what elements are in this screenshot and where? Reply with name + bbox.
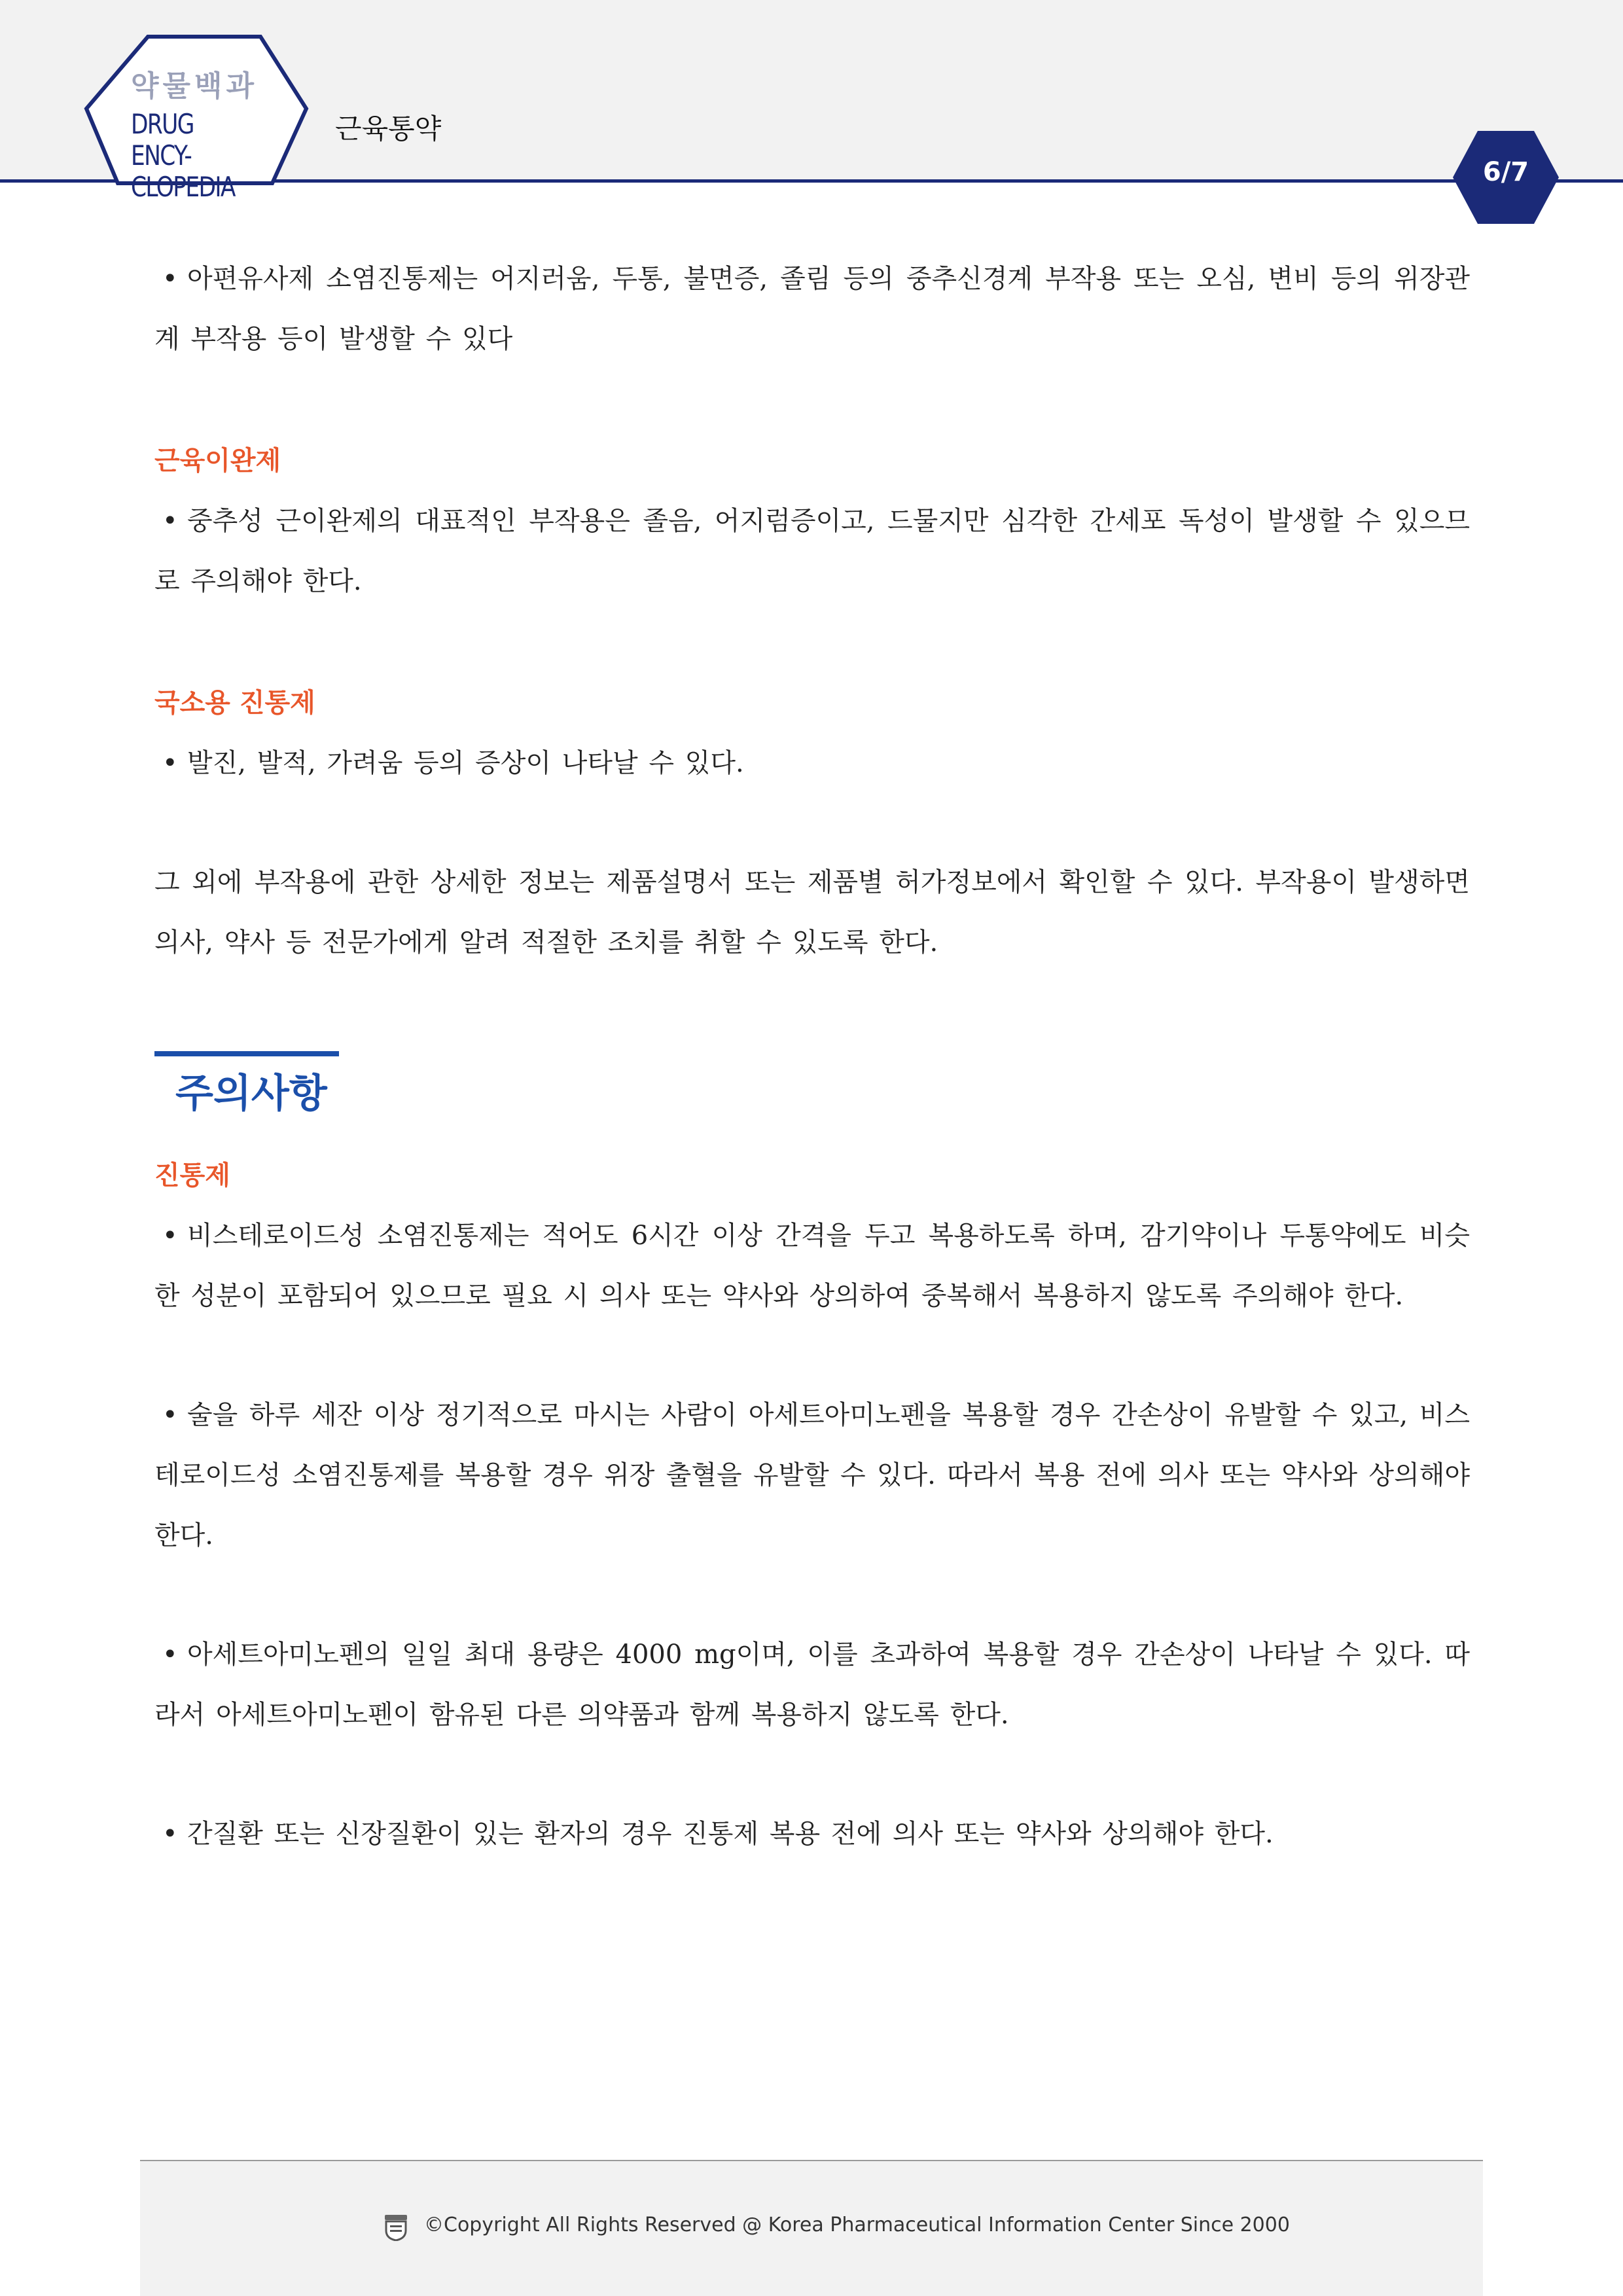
bullet-icon: • <box>162 1819 178 1849</box>
precaution-text: 술을 하루 세잔 이상 정기적으로 마시는 사람이 아세트아미노펜을 복용할 경우 간손상이 유발할 수 있고, 비스테로이드성 소염진통제를 복용할 경우 위장 출혈을 유발할 수 있다. 따라서 복용 전에 의사 또는 약사와 상의해야 한다. <box>154 1400 1470 1551</box>
intro-text: 아편유사제 소염진통제는 어지러움, 두통, 불면증, 졸림 등의 중추신경계 부작용 또는 오심, 변비 등의 위장관계 부작용 등이 발생할 수 있다 <box>154 264 1470 354</box>
bullet-icon: • <box>162 264 178 294</box>
precaution-text: 간질환 또는 신장질환이 있는 환자의 경우 진통제 복용 전에 의사 또는 약사와 상의해야 한다. <box>187 1819 1274 1849</box>
topical-paragraph <box>154 733 1470 793</box>
logo-english-line2: CLOPEDIA <box>131 171 235 203</box>
precaution-text: 아세트아미노펜의 일일 최대 용량은 4000 mg이며, 이를 초과하여 복용할 경우 간손상이 나타날 수 있다. 따라서 아세트아미노펜이 함유된 다른 의약품과 함께 복용하지 않도록 한다. <box>154 1640 1470 1730</box>
page-title: 근육통약 <box>335 113 442 145</box>
crest-icon <box>383 2214 408 2241</box>
precaution-item <box>154 1804 1470 1864</box>
topical-heading: 국소용 진통제 <box>154 688 315 718</box>
muscle-relaxant-paragraph <box>154 491 1470 611</box>
logo <box>131 69 288 203</box>
bullet-icon: • <box>162 1400 178 1430</box>
section-title: 주의사항 <box>175 1071 327 1117</box>
bullet-icon: • <box>162 1221 178 1251</box>
precaution-item <box>154 1385 1470 1566</box>
muscle-relaxant-heading: 근육이완제 <box>154 446 281 476</box>
copyright-text: ©Copyright All Rights Reserved @ Korea Pharmaceutical Information Center Since 2000 <box>424 2214 1290 2236</box>
precaution-text: 비스테로이드성 소염진통제는 적어도 6시간 이상 간격을 두고 복용하도록 하며, 감기약이나 두통약에도 비슷한 성분이 포함되어 있으므로 필요 시 의사 또는 약사와 상의하여 중복해서 복용하지 않도록 주의해야 한다. <box>154 1221 1470 1311</box>
intro-paragraph <box>154 249 1470 369</box>
muscle-relaxant-text: 중추성 근이완제의 대표적인 부작용은 졸음, 어지럼증이고, 드물지만 심각한 간세포 독성이 발생할 수 있으므로 주의해야 한다. <box>154 506 1470 596</box>
bullet-icon: • <box>162 1640 178 1670</box>
document-body <box>154 249 1470 1864</box>
painkiller-heading: 진통제 <box>154 1160 230 1191</box>
bullet-icon: • <box>162 506 178 536</box>
bullet-icon: • <box>162 748 178 778</box>
precaution-item <box>154 1624 1470 1745</box>
page-indicator: 6/7 <box>1482 157 1529 187</box>
precaution-item <box>154 1206 1470 1326</box>
section-rule <box>154 1051 339 1056</box>
logo-korean: 약물백과 <box>131 69 259 103</box>
other-info-paragraph: 그 외에 부작용에 관한 상세한 정보는 제품설명서 또는 제품별 허가정보에서 확인할 수 있다. 부작용이 발생하면 의사, 약사 등 전문가에게 알려 적절한 조치를 취할 수 있도록 한다. <box>154 867 1470 958</box>
topical-text: 발진, 발적, 가려움 등의 증상이 나타날 수 있다. <box>187 748 744 778</box>
logo-english-line1: DRUG ENCY- <box>131 108 194 171</box>
